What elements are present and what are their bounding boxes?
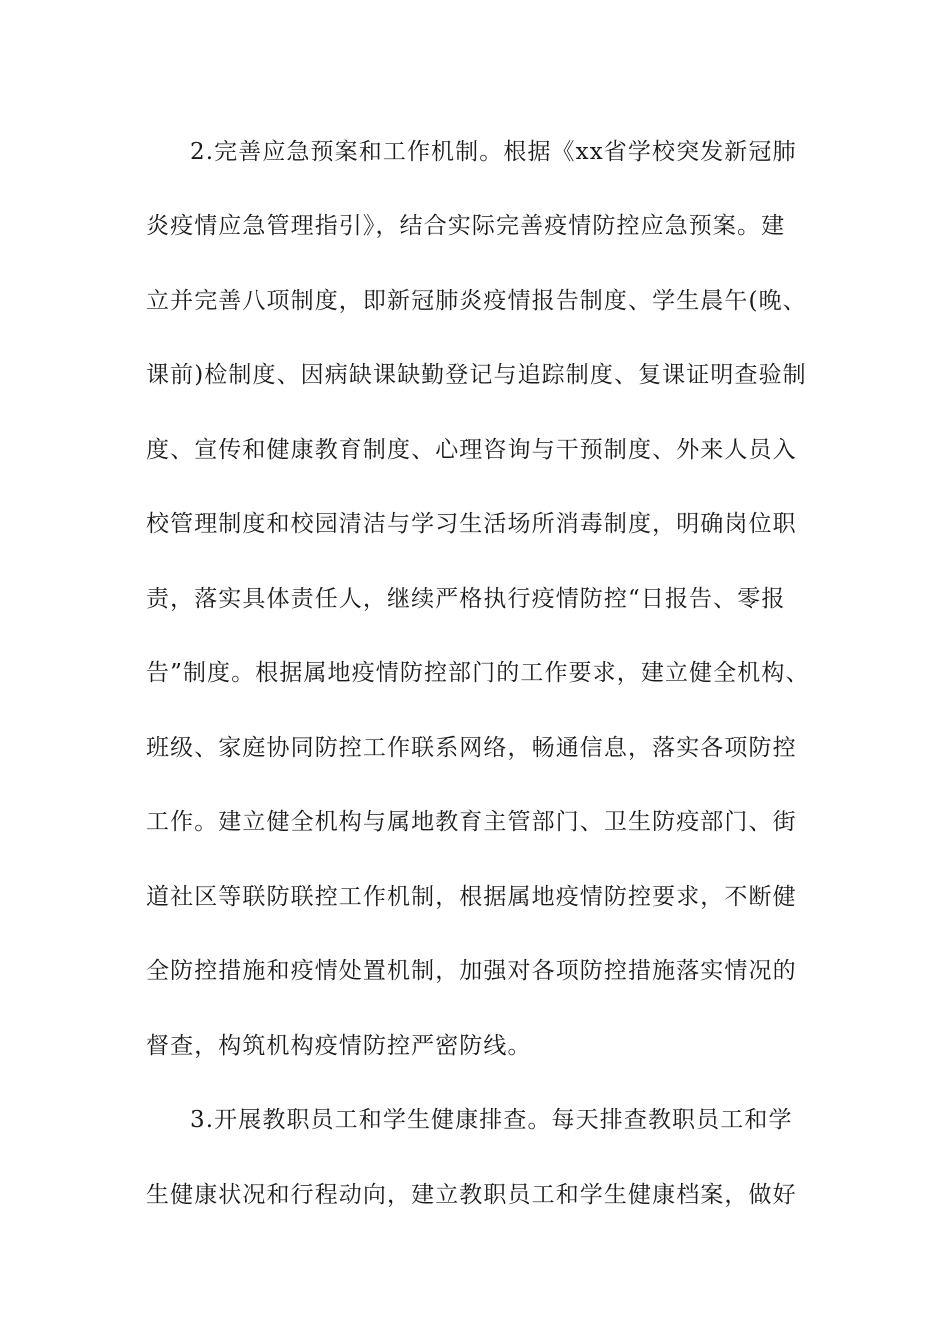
paragraph-2-line-12: 全防控措施和疫情处置机制，加强对各项防控措施落实情况的 (146, 958, 797, 984)
paragraph-2-line-1: 2.完善应急预案和工作机制。根据《xx省学校突发新冠肺 (190, 139, 797, 165)
paragraph-2-line-3: 立并完善八项制度，即新冠肺炎疫情报告制度、学生晨午(晚、 (146, 288, 807, 314)
paragraph-2-line-13: 督查，构筑机构疫情防控严密防线。 (146, 1033, 532, 1059)
paragraph-2-line-2: 炎疫情应急管理指引》，结合实际完善疫情防控应急预案。建 (146, 213, 786, 239)
paragraph-3-line-2: 生健康状况和行程动向，建立教职员工和学生健康档案，做好 (146, 1182, 797, 1208)
paragraph-2-line-7: 责，落实具体责任人，继续严格执行疫情防控“日报告、零报 (146, 586, 786, 612)
paragraph-2-line-6: 校管理制度和校园清洁与学习生活场所消毒制度，明确岗位职 (146, 511, 797, 537)
paragraph-2-line-10: 工作。建立健全机构与属地教育主管部门、卫生防疫部门、街 (146, 809, 797, 835)
paragraph-2-line-9: 班级、家庭协同防控工作联系网络，畅通信息，落实各项防控 (146, 735, 797, 761)
paragraph-2-line-4: 课前)检制度、因病缺课缺勤登记与追踪制度、复课证明查验制 (146, 362, 807, 388)
paragraph-3-line-1: 3.开展教职员工和学生健康排查。每天排查教职员工和学 (190, 1107, 793, 1133)
paragraph-2-line-11: 道社区等联防联控工作机制，根据属地疫情防控要求，不断健 (146, 884, 797, 910)
paragraph-2-line-8: 告”制度。根据属地疫情防控部门的工作要求，建立健全机构、 (146, 660, 810, 686)
paragraph-2-line-5: 度、宣传和健康教育制度、心理咨询与干预制度、外来人员入 (146, 437, 797, 463)
